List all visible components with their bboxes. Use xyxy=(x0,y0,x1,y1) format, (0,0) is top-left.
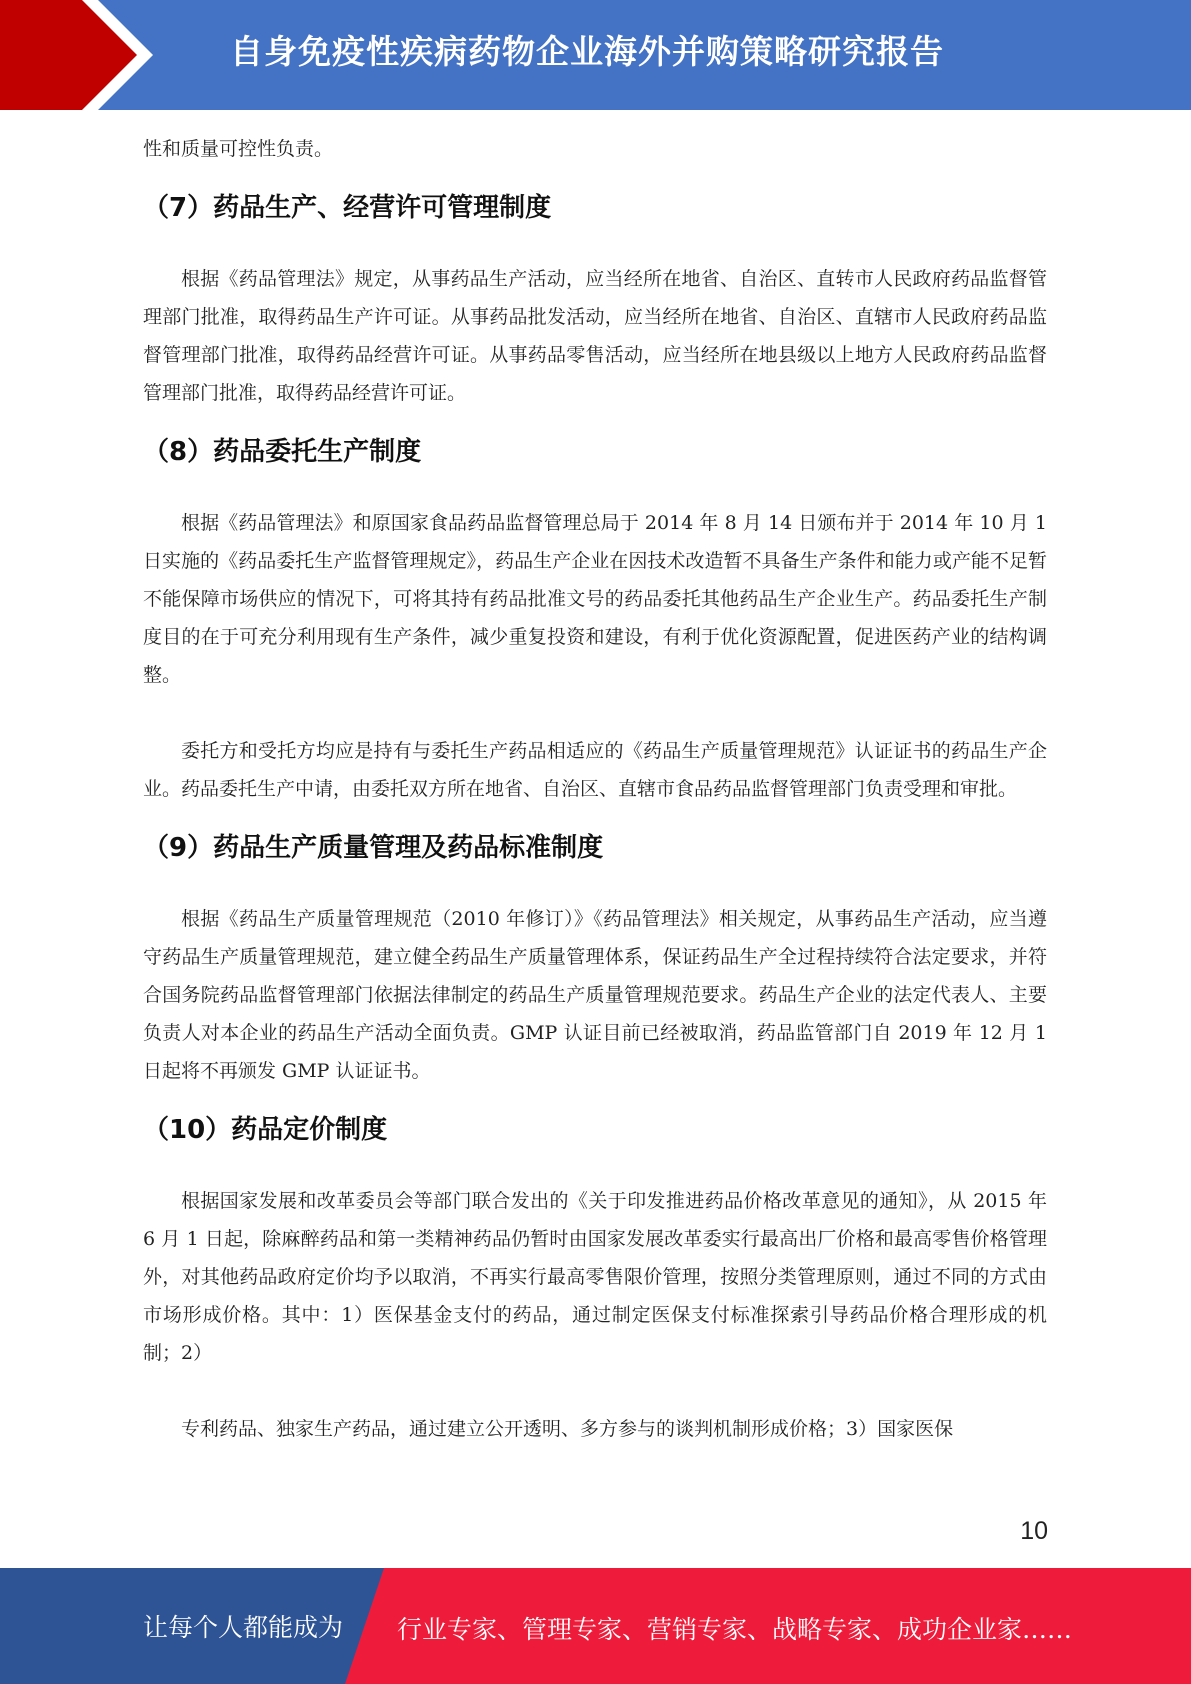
page-footer xyxy=(0,1568,1191,1684)
page-header xyxy=(0,0,1191,110)
footer-slogan-left: 让每个人都能成为 xyxy=(143,1613,344,1642)
paragraph-section-7: 根据《药品管理法》规定，从事药品生产活动，应当经所在地省、自治区、直转市人民政府药品监督管理部门批准，取得药品生产许可证。从事药品批发活动，应当经所在地省、自治区、直辖市人民政府药品监督管理部门批准，取得药品经营许可证。从事药品零售活动，应当经所在地县级以上地方人民政府药品监督管理部门批准，取得药品经营许可证。 xyxy=(143,268,1047,404)
report-title: 自身免疫性疾病药物企业海外并购策略研究报告 xyxy=(230,32,944,71)
paragraph-section-8b: 委托方和受托方均应是持有与委托生产药品相适应的《药品生产质量管理规范》认证证书的药品生产企业。药品委托生产中请，由委托双方所在地省、自治区、直辖市食品药品监督管理部门负责受理和审批。 xyxy=(143,740,1047,800)
footer-slogan-right: 行业专家、管理专家、营销专家、战略专家、成功企业家…… xyxy=(397,1615,1073,1644)
page-body xyxy=(143,130,1047,1448)
paragraph-continuation: 性和质量可控性负责。 xyxy=(143,138,334,160)
paragraph-section-9: 根据《药品生产质量管理规范（2010 年修订）》《药品管理法》相关规定，从事药品生产活动，应当遵守药品生产质量管理规范，建立健全药品生产质量管理体系，保证药品生产全过程持续符合法定要求，并符合国务院药品监督管理部门依据法律制定的药品生产质量管理规范要求。药品生产企业的法定代表人、主要负责人对本企业的药品生产活动全面负责。GMP 认证目前已经被取消，药品监管部门自 2019 年 12 月 1 日起将不再颁发 GMP 认证证书。 xyxy=(143,908,1047,1082)
paragraph-section-8a: 根据《药品管理法》和原国家食品药品监督管理总局于 2014 年 8 月 14 日颁布并于 2014 年 10 月 1 日实施的《药品委托生产监督管理规定》，药品生产企业在因技术改造暂不具备生产条件和能力或产能不足暂不能保障市场供应的情况下，可将其持有药品批准文号的药品委托其他药品生产企业生产。药品委托生产制度目的在于可充分利用现有生产条件，减少重复投资和建设，有利于优化资源配置，促进医药产业的结构调整。 xyxy=(143,512,1047,686)
section-heading-8: （8）药品委托生产制度 xyxy=(143,437,422,467)
section-heading-7: （7）药品生产、经营许可管理制度 xyxy=(143,193,552,223)
page-number: 10 xyxy=(1020,1517,1048,1545)
section-heading-10: （10）药品定价制度 xyxy=(143,1115,388,1145)
section-heading-9: （9）药品生产质量管理及药品标准制度 xyxy=(143,833,604,863)
paragraph-section-10a: 根据国家发展和改革委员会等部门联合发出的《关于印发推进药品价格改革意见的通知》，从 2015 年 6 月 1 日起，除麻醉药品和第一类精神药品仍暂时由国家发展改革委实行最高出厂价格和最高零售价格管理外，对其他药品政府定价均予以取消，不再实行最高零售限价管理，按照分类管理原则，通过不同的方式由市场形成价格。其中：1）医保基金支付的药品，通过制定医保支付标准探索引导药品价格合理形成的机制；2） xyxy=(143,1190,1047,1364)
paragraph-section-10b: 专利药品、独家生产药品，通过建立公开透明、多方参与的谈判机制形成价格；3）国家医保 xyxy=(181,1418,954,1440)
